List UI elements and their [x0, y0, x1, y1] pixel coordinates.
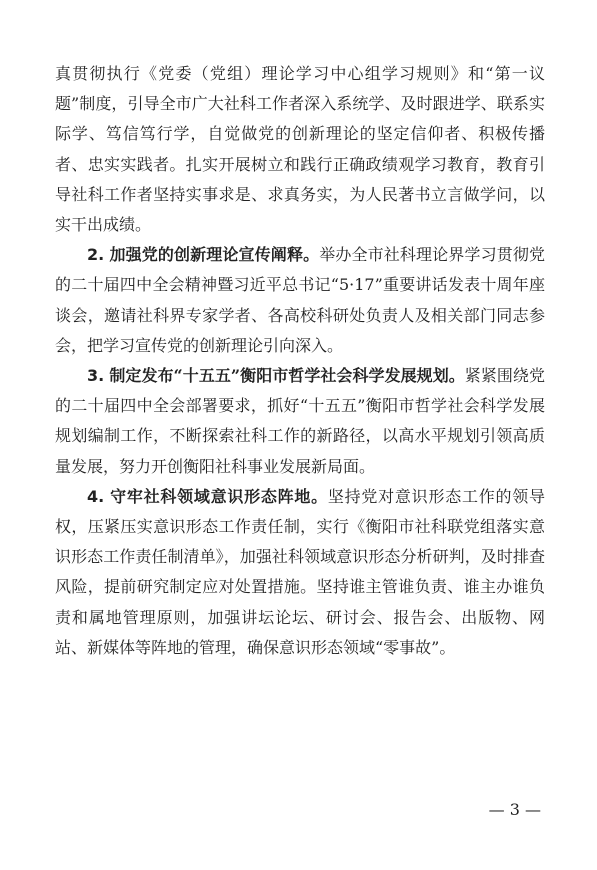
- page-number: — 3 —: [488, 800, 541, 819]
- item-number: 4.: [87, 486, 105, 506]
- paragraph-text: 坚持党对意识形态工作的领导权，压紧压实意识形态工作责任制，实行《衡阳市社科联党组落实意识形态工作责任制清单》，加强社科领域意识形态分析研判，及时排查风险，提前研究制定应对处置措施。坚持谁主管谁负责、谁主办谁负责和属地管理原则，加强讲坛论坛、研讨会、报告会、出版物、网站、新媒体等阵地的管理，确保意识形态领域“零事故”。: [55, 486, 545, 657]
- document-body: [55, 59, 545, 663]
- paragraph-item-2: [55, 240, 545, 361]
- paragraph-text: 举办全市社科理论界学习贯彻党的二十届四中全会精神暨习近平总书记“5·17”重要讲话发表十周年座谈会，邀请社科界专家学者、各高校科研处负责人及相关部门同志参会，把学习宣传党的创新理论引向深入。: [55, 245, 545, 355]
- paragraph-text: 真贯彻执行《党委（党组）理论学习中心组学习规则》和“第一议题”制度，引导全市广大社科工作者深入系统学、及时跟进学、联系实际学、笃信笃行学，自觉做党的创新理论的坚定信仰者、积极传播者、忠实实践者。扎实开展树立和践行正确政绩观学习教育，教育引导社科工作者坚持实事求是、求真务实，为人民著书立言做学问，以实干出成绩。: [55, 64, 545, 235]
- paragraph-continued: [55, 59, 545, 240]
- paragraph-text: 紧紧围绕党的二十届四中全会部署要求，抓好“十五五”衡阳市哲学社会科学发展规划编制工作，不断探索社科工作的新路径，以高水平规划引领高质量发展，努力开创衡阳社科事业发展新局面。: [55, 366, 545, 476]
- paragraph-item-4: [55, 482, 545, 663]
- item-heading: 守牢社科领域意识形态阵地。: [110, 486, 328, 506]
- item-number: 3.: [87, 366, 105, 386]
- item-number: 2.: [87, 245, 105, 265]
- item-heading: 制定发布“十五五”衡阳市哲学社会科学发展规划。: [109, 366, 465, 386]
- item-heading: 加强党的创新理论宣传阐释。: [109, 245, 320, 265]
- paragraph-item-3: [55, 361, 545, 482]
